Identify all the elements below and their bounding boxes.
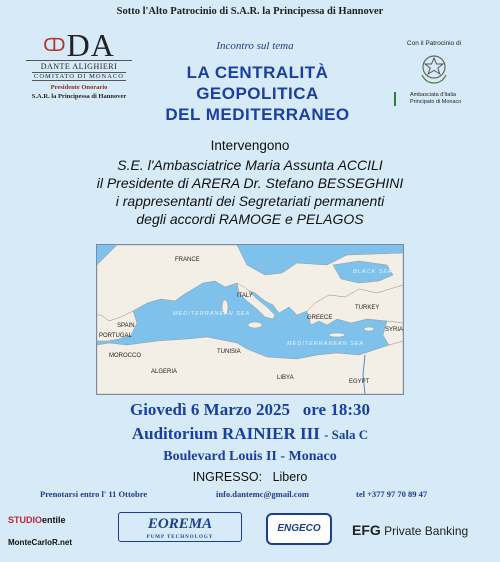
title-line-3: DEL MEDITERRANEO: [165, 105, 350, 124]
logo-committee: COMITATO DI MONACO: [32, 72, 126, 81]
incontro-label: Incontro sul tema: [216, 40, 294, 52]
sponsor-engeco: ENGECO: [266, 513, 332, 545]
title-line-2: GEOPOLITICA: [196, 84, 319, 103]
president-name: S.A.R. la Principessa di Hannover: [31, 93, 127, 100]
sponsor-efg: [352, 522, 468, 538]
event-time: ore 18:30: [302, 400, 370, 419]
sponsor-eorema: [118, 512, 242, 542]
speakers-list: [0, 156, 500, 228]
mediterranean-map: [96, 244, 404, 395]
efg-sub: Private Banking: [384, 524, 469, 538]
patronage-text: Sotto l'Alto Patrocinio di S.A.R. la Principessa di Hannover: [116, 6, 384, 17]
map-label-france: FRANCE: [175, 257, 200, 263]
patrocinio-label: Con il Patrocinio di: [406, 40, 462, 47]
map-label-libya: LIBYA: [277, 375, 294, 381]
studio-text-b: entile: [42, 515, 66, 525]
map-label-turkey: TURKEY: [355, 305, 380, 311]
logo-name: DANTE ALIGHIERI: [26, 60, 132, 71]
ingresso: [0, 470, 500, 484]
map-label-syria: SYRIA: [385, 327, 403, 333]
map-sea-label-east: MEDITERRANEAN SEA: [287, 341, 365, 347]
venue-name: Auditorium RAINIER III: [131, 424, 320, 443]
ambasciata-logo: [384, 40, 484, 106]
president-label: Presidente Onorario: [50, 84, 108, 91]
map-graphic: [97, 245, 403, 394]
map-label-portugal: PORTUGAL: [99, 333, 132, 339]
map-sea-label-black: BLACK SEA: [353, 269, 393, 275]
map-label-egypt: EGYPT: [349, 379, 370, 385]
map-label-italy: ITALY: [237, 293, 253, 299]
map-label-morocco: MOROCCO: [109, 353, 141, 359]
eorema-name: EOREMA: [147, 516, 213, 532]
logo-mark: [18, 27, 140, 63]
venue-sala: - Sala C: [324, 427, 369, 442]
speaker-line-1: S.E. l'Ambasciatrice Maria Assunta ACCILI: [117, 157, 383, 173]
logo-mark-text: DA: [66, 27, 115, 63]
map-label-tunisia: TUNISIA: [217, 349, 241, 355]
intervengono-label: Intervengono: [210, 138, 290, 153]
booking-deadline: Prenotarsi entro l' 11 Ottobre: [40, 489, 148, 499]
map-label-greece: GREECE: [307, 315, 333, 321]
map-sea-label-west: MEDITERRANEAN SEA: [173, 311, 251, 317]
eorema-sub: PUMP TECHNOLOGY: [146, 535, 214, 540]
event-title: [150, 62, 365, 125]
studio-text-a: STUDIO: [8, 515, 43, 525]
ingresso-label: INGRESSO:: [192, 470, 263, 484]
contact-email[interactable]: info.dantemc@gmail.com: [216, 489, 309, 499]
efg-name: EFG: [352, 522, 381, 538]
ambasciata-line-1: Ambasciata d'Italia: [410, 92, 456, 98]
sponsor-montecarlo: MonteCarloR.net: [8, 538, 72, 547]
map-label-spain: SPAIN: [117, 323, 135, 329]
dante-alighieri-logo: [18, 27, 140, 100]
event-date: Giovedì 6 Marzo 2025: [129, 400, 291, 419]
title-line-1: LA CENTRALITÀ: [186, 63, 329, 82]
ambasciata-text: [394, 92, 484, 106]
ingresso-value: Libero: [272, 470, 308, 484]
event-date-time: [0, 400, 500, 420]
event-venue: [0, 424, 500, 444]
italian-emblem-icon: [416, 51, 452, 85]
logo-ornament-icon: ↀ: [43, 35, 67, 55]
speaker-line-2: il Presidente di ARERA Dr. Stefano BESSEGHINI: [96, 175, 404, 191]
speaker-line-4: degli accordi RAMOGE e PELAGOS: [136, 211, 364, 227]
sponsor-studio-gentile: [8, 515, 66, 525]
contact-phone: tel +377 97 70 89 47: [356, 489, 428, 499]
ambasciata-line-2: Principato di Monaco: [410, 99, 462, 105]
event-address: Boulevard Louis II - Monaco: [163, 449, 337, 464]
speaker-line-3: i rappresentanti dei Segretariati permanenti: [115, 193, 385, 209]
map-label-algeria: ALGERIA: [151, 369, 178, 375]
